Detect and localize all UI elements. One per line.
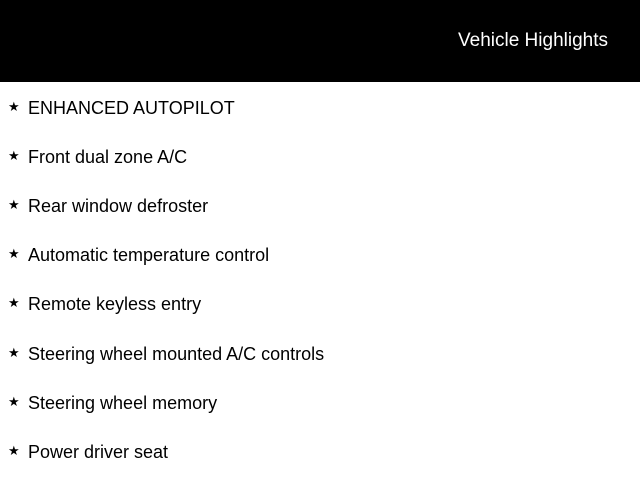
list-item — [0, 392, 640, 422]
list-item — [0, 441, 640, 471]
list-item-label: Front dual zone A/C — [28, 147, 188, 167]
list-item-label: Power driver seat — [28, 442, 169, 462]
star-icon: ★ — [8, 247, 20, 262]
list-item-label: Steering wheel memory — [28, 393, 218, 413]
page-title: Vehicle Highlights — [458, 30, 608, 51]
list-item — [0, 195, 640, 225]
list-item — [0, 146, 640, 176]
star-icon: ★ — [8, 395, 20, 410]
star-icon: ★ — [8, 296, 20, 311]
star-icon: ★ — [8, 444, 20, 459]
list-item — [0, 293, 640, 323]
list-item — [0, 244, 640, 274]
list-item — [0, 97, 640, 127]
star-icon: ★ — [8, 100, 20, 115]
list-item — [0, 343, 640, 373]
star-icon: ★ — [8, 346, 20, 361]
list-item-label: Automatic temperature control — [28, 245, 270, 265]
list-item-label: Remote keyless entry — [28, 294, 202, 314]
list-item-label: ENHANCED AUTOPILOT — [28, 98, 235, 118]
star-icon: ★ — [8, 198, 20, 213]
header-bar — [0, 0, 640, 82]
list-item-label: Rear window defroster — [28, 196, 209, 216]
list-item-label: Steering wheel mounted A/C controls — [28, 344, 325, 364]
star-icon: ★ — [8, 149, 20, 164]
